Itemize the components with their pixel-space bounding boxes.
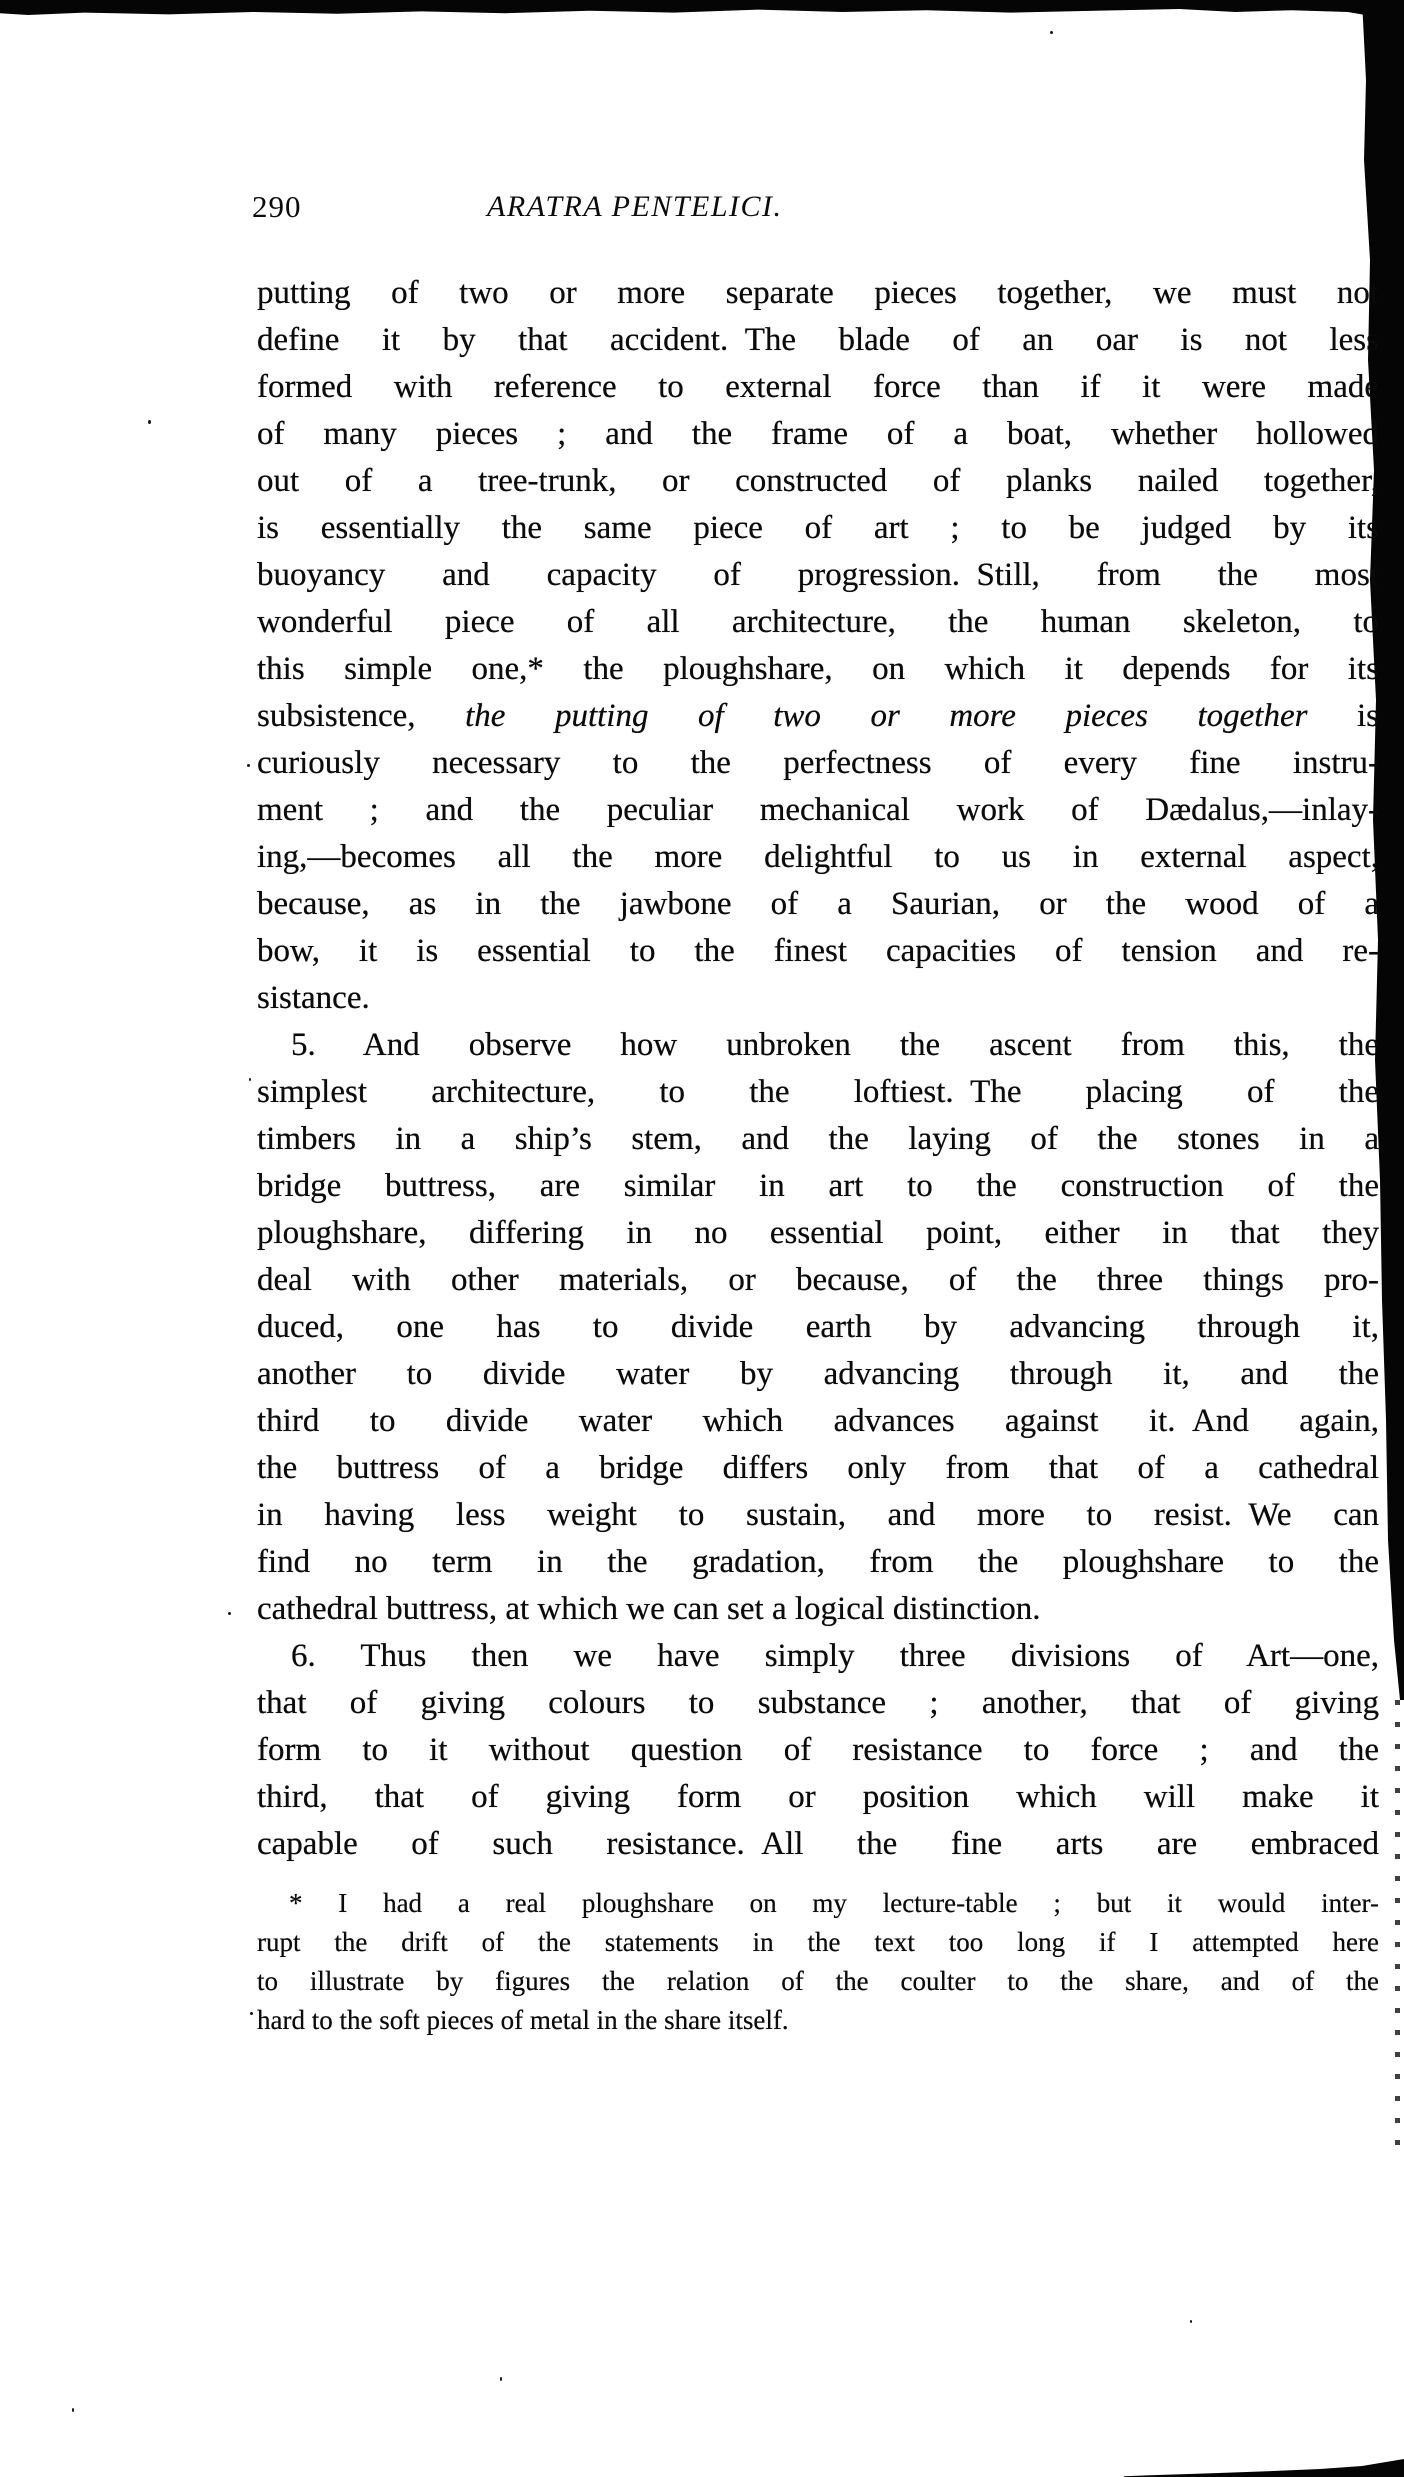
text-segment: subsistence, <box>257 698 466 734</box>
text-line: capable of such resistance. All the fine arts are embraced <box>257 1826 1379 1862</box>
footnote-line: * I had a real ploughshare on my lecture-table ; but it would inter- <box>289 1888 1379 1918</box>
text-line: third, that of giving form or position which will make it <box>257 1779 1379 1815</box>
text-line: bow, it is essential to the finest capacities of tension and re- <box>257 933 1379 969</box>
text-line: of many pieces ; and the frame of a boat, whether hollowed <box>257 416 1379 452</box>
text-line: formed with reference to external force than if it were made <box>257 369 1379 405</box>
text-line: the buttress of a bridge differs only from that of a cathedral <box>257 1450 1379 1486</box>
footnote-line: to illustrate by figures the relation of the coulter to the share, and of the <box>257 1966 1379 1996</box>
text-line: wonderful piece of all architecture, the human skeleton, to <box>257 604 1379 640</box>
text-line: is essentially the same piece of art ; to be judged by its <box>257 510 1379 546</box>
running-head-title: ARATRA PENTELICI. <box>487 190 783 223</box>
italic-text-segment: the putting of two or more pieces together <box>465 698 1308 734</box>
text-line: because, as in the jawbone of a Saurian, or the wood of a <box>257 886 1379 922</box>
text-line: find no term in the gradation, from the ploughshare to the <box>257 1544 1379 1580</box>
paragraph <box>257 1633 1379 1868</box>
text-line: ment ; and the peculiar mechanical work of Dædalus,—inlay- <box>257 792 1379 828</box>
text-line: timbers in a ship’s stem, and the laying of the stones in a <box>257 1121 1379 1157</box>
footnote-line: hard to the soft pieces of metal in the share itself. <box>257 2005 789 2035</box>
paragraph <box>257 1022 1379 1633</box>
ink-speck <box>249 1078 251 1081</box>
text-line: cathedral buttress, at which we can set a logical distinction. <box>257 1591 1041 1627</box>
text-line: duced, one has to divide earth by advancing through it, <box>257 1309 1379 1345</box>
text-line: bridge buttress, are similar in art to the construction of the <box>257 1168 1379 1204</box>
text-segment: is <box>1307 698 1379 734</box>
ink-speck <box>72 2408 74 2412</box>
ink-speck <box>148 420 151 424</box>
scan-edge-bottom-corner <box>1124 2457 1404 2477</box>
page-number: 290 <box>252 189 302 224</box>
text-line: putting of two or more separate pieces together, we must not <box>257 275 1379 311</box>
ink-speck <box>1050 31 1053 34</box>
text-line: 6. Thus then we have simply three divisions of Art—one, <box>291 1638 1379 1674</box>
footnote-line: rupt the drift of the statements in the text too long if I attempted here <box>257 1927 1379 1957</box>
page-text <box>257 270 1379 1868</box>
text-line: buoyancy and capacity of progression. Still, from the most <box>257 557 1379 593</box>
text-line: 5. And observe how unbroken the ascent from this, the <box>291 1027 1379 1063</box>
ink-speck <box>1190 2320 1192 2323</box>
ink-speck <box>500 2377 502 2381</box>
text-line: ing,—becomes all the more delightful to us in external aspect, <box>257 839 1379 875</box>
text-line: sistance. <box>257 980 370 1016</box>
text-line: deal with other materials, or because, of the three things pro- <box>257 1262 1379 1298</box>
text-line: this simple one,* the ploughshare, on which it depends for its <box>257 651 1379 687</box>
scan-edge-top <box>0 0 1404 30</box>
text-line: in having less weight to sustain, and more to resist. We can <box>257 1497 1379 1533</box>
scan-edge-right-lower <box>1395 1700 1400 2160</box>
paragraph <box>257 270 1379 1022</box>
text-line: another to divide water by advancing through it, and the <box>257 1356 1379 1392</box>
ink-speck <box>247 764 250 767</box>
ink-speck <box>250 2012 253 2015</box>
text-line: that of giving colours to substance ; another, that of giving <box>257 1685 1379 1721</box>
text-line: third to divide water which advances against it. And again, <box>257 1403 1379 1439</box>
text-line: define it by that accident. The blade of an oar is not less <box>257 322 1379 358</box>
text-line: ploughshare, differing in no essential point, either in that they <box>257 1215 1379 1251</box>
text-line: form to it without question of resistance to force ; and the <box>257 1732 1379 1768</box>
ink-speck <box>228 1612 231 1615</box>
footnote <box>257 1884 1379 2040</box>
text-line: curiously necessary to the perfectness of every fine instru- <box>257 745 1379 781</box>
text-line: simplest architecture, to the loftiest. The placing of the <box>257 1074 1379 1110</box>
text-line: out of a tree-trunk, or constructed of planks nailed together, <box>257 463 1379 499</box>
text-line-with-italic <box>257 693 1379 740</box>
